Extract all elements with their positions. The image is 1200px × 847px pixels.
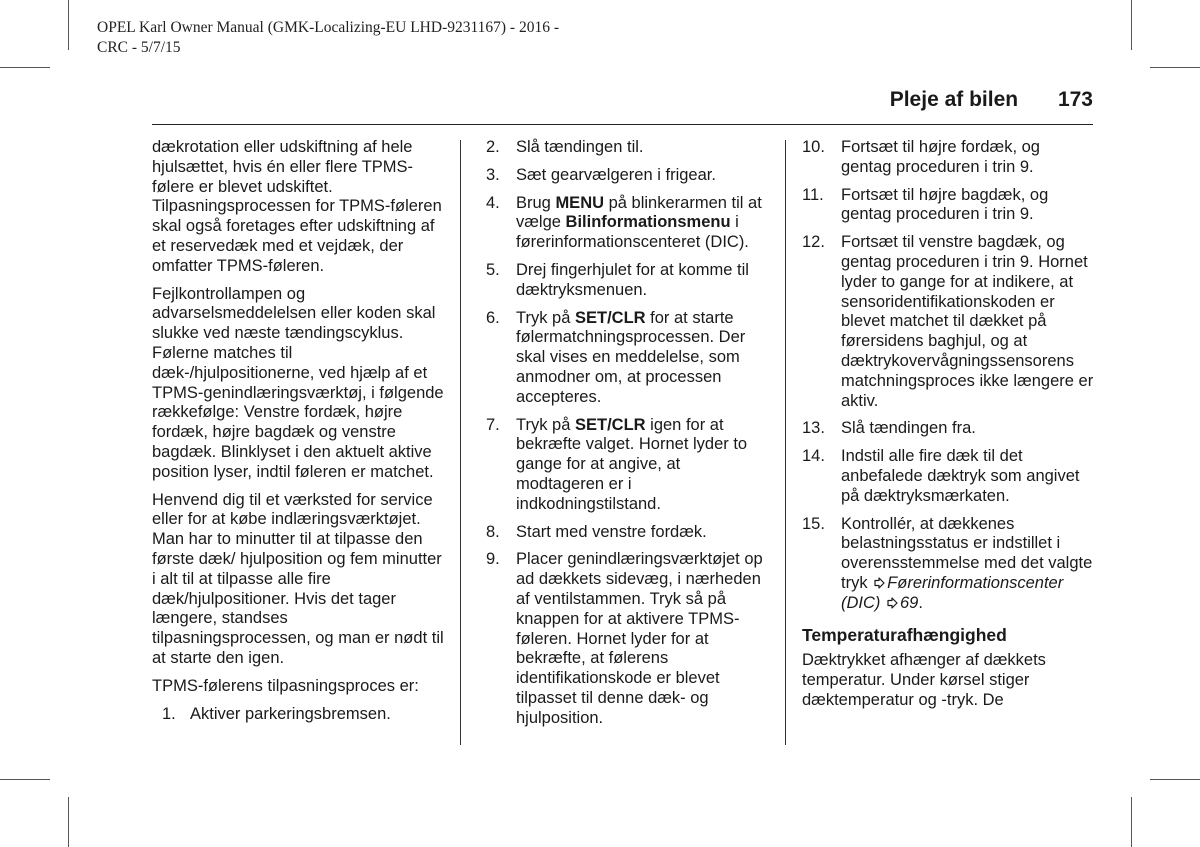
step-number: 12. bbox=[802, 233, 825, 252]
step-text: Fortsæt til venstre bagdæk, og gentag proceduren i trin 9. Hornet lyder to gange for at indikere, at sensoridentifikationskoden er blevet matchet til dækket på førersidens baghjul, og at dæktrykovervågningssensorens matchningsproces ikke længere er aktiv. bbox=[841, 233, 1094, 410]
step-text: Fortsæt til højre bagdæk, og gentag proceduren i trin 9. bbox=[841, 185, 1049, 224]
steps-list bbox=[152, 705, 444, 725]
list-item bbox=[486, 309, 770, 408]
column-3 bbox=[802, 138, 1094, 719]
step-text: på blinkerarmen til at vælge bbox=[516, 193, 762, 232]
paragraph: TPMS-følerens tilpasningsproces er: bbox=[152, 676, 419, 695]
crop-mark bbox=[0, 67, 50, 68]
crop-mark bbox=[1150, 779, 1200, 780]
step-text: Drej fingerhjulet for at komme til dæktryksmenuen. bbox=[516, 260, 749, 299]
step-number: 9. bbox=[486, 550, 500, 569]
list-item bbox=[802, 138, 1094, 178]
step-text: Aktiver parkeringsbremsen. bbox=[190, 704, 391, 723]
step-number: 10. bbox=[802, 138, 825, 156]
step-text: igen for at bekræfte valget. Hornet lyder to gange for at angive, at modtageren er i indkodningstilstand. bbox=[516, 415, 748, 513]
column-1 bbox=[152, 138, 444, 732]
step-number: 2. bbox=[486, 138, 500, 156]
section-title: Pleje af bilen bbox=[889, 88, 1019, 111]
step-text: Indstil alle fire dæk til det anbefalede dæktryk som angivet på dæktryksmærkaten. bbox=[841, 447, 1080, 505]
step-number: 15. bbox=[802, 514, 825, 533]
print-metadata bbox=[97, 18, 617, 58]
step-number: 13. bbox=[802, 419, 825, 438]
section-heading: Temperaturafhængighed bbox=[802, 624, 1007, 645]
column-divider bbox=[785, 140, 786, 745]
steps-list bbox=[486, 138, 770, 729]
control-label: SET/CLR bbox=[574, 415, 646, 434]
crop-mark bbox=[1131, 0, 1132, 50]
list-item bbox=[486, 138, 770, 158]
arrow-right-outline-icon bbox=[874, 577, 885, 589]
menu-name: Bilinformationsmenu bbox=[565, 213, 731, 232]
list-item bbox=[802, 447, 1094, 506]
page-reference-link[interactable]: 69 bbox=[900, 593, 919, 612]
list-item bbox=[486, 416, 770, 515]
page-number: 173 bbox=[1057, 88, 1093, 111]
list-item bbox=[802, 515, 1094, 614]
step-number: 5. bbox=[486, 260, 500, 279]
step-number: 7. bbox=[486, 415, 500, 434]
list-item bbox=[486, 261, 770, 301]
step-text: for at starte følermatchningsprocessen. Der skal vises en meddelelse, som anmodner om, at processen accepteres. bbox=[516, 308, 746, 406]
step-text: Start med venstre fordæk. bbox=[516, 522, 707, 541]
step-number: 8. bbox=[486, 522, 500, 541]
print-metadata-line: OPEL Karl Owner Manual (GMK-Localizing-EU LHD-9231167) - 2016 - bbox=[97, 19, 560, 36]
step-text: i førerinformationscenteret (DIC). bbox=[516, 213, 749, 252]
step-number: 3. bbox=[486, 165, 500, 184]
menu-button-label: MENU bbox=[555, 193, 605, 212]
crop-mark bbox=[1150, 67, 1200, 68]
print-metadata-line: CRC - 5/7/15 bbox=[97, 39, 181, 56]
column-divider bbox=[460, 140, 461, 745]
step-number: 11. bbox=[802, 185, 824, 204]
step-number: 14. bbox=[802, 447, 825, 466]
column-2 bbox=[486, 138, 770, 737]
crop-mark bbox=[0, 779, 50, 780]
paragraph: dækrotation eller udskiftning af hele hjulsættet, hvis én eller flere TPMS-følere er blevet udskiftet. Tilpasningsprocessen for TPMS-føleren skal også foretages efter udskiftning af et reservedæk med et vejdæk, der omfatter TPMS-føleren. bbox=[152, 138, 442, 275]
list-item bbox=[152, 705, 444, 725]
step-text: Brug bbox=[516, 193, 556, 212]
step-text: Sæt gearvælgeren i frigear. bbox=[516, 165, 716, 184]
crop-mark bbox=[1131, 797, 1132, 847]
list-item bbox=[802, 233, 1094, 411]
paragraph: Dæktrykket afhænger af dækkets temperatur. Under kørsel stiger dæktemperatur og -tryk. De bbox=[802, 651, 1046, 709]
step-text: Tryk på bbox=[516, 415, 575, 434]
step-text: . bbox=[918, 593, 923, 612]
list-item bbox=[802, 419, 1094, 439]
steps-list bbox=[802, 138, 1094, 614]
header-rule bbox=[152, 124, 1093, 125]
list-item bbox=[802, 186, 1094, 226]
arrow-right-outline-icon bbox=[887, 597, 898, 609]
step-text: Kontrollér, at dækkenes belastningsstatus er indstillet i overensstemmelse med det valgte tryk bbox=[841, 514, 1093, 592]
step-text: Placer genindlæringsværktøjet op ad dækkets sidevæg, i nærheden af ventilstammen. Tryk så på knappen for at aktivere TPMS-føleren. Hornet lyder for at bekræfte, at følerens identifikationskode er blevet tilpasset til denne dæk- og hjulposition. bbox=[516, 550, 763, 727]
list-item bbox=[486, 550, 770, 728]
step-text: Slå tændingen fra. bbox=[841, 419, 976, 438]
cross-reference-link[interactable]: Førerinformationscenter (DIC) bbox=[841, 573, 1064, 612]
list-item bbox=[486, 194, 770, 253]
crop-mark bbox=[68, 797, 69, 847]
crop-mark bbox=[68, 0, 69, 50]
paragraph: Fejlkontrollampen og advarselsmeddelelsen eller koden skal slukke ved næste tændingscyklus. Følerne matches til dæk-/hjulpositionerne, ved hjælp af et TPMS-genindlæringsværktøj, i følgende rækkefølge: Venstre fordæk, højre fordæk, højre bagdæk og venstre bagdæk. Blinklyset i den aktuelt aktive position lyser, indtil føleren er matchet. bbox=[152, 284, 444, 481]
running-head bbox=[890, 88, 1093, 112]
step-text: Fortsæt til højre fordæk, og gentag proceduren i trin 9. bbox=[841, 138, 1040, 176]
step-text: Slå tændingen til. bbox=[516, 138, 644, 156]
paragraph: Henvend dig til et værksted for service eller for at købe indlæringsværktøjet. Man har to minutter til at tilpasse den første dæk/ hjulposition og fem minutter i alt til at tilpasse alle fire dæk/hjulpositioner. Hvis det tager længere, standses tilpasningsprocessen, og man er nødt til at starte den igen. bbox=[152, 490, 444, 667]
step-number: 1. bbox=[162, 704, 176, 723]
step-text: Tryk på bbox=[516, 308, 575, 327]
step-number: 4. bbox=[486, 193, 500, 212]
list-item bbox=[486, 523, 770, 543]
control-label: SET/CLR bbox=[574, 308, 646, 327]
step-number: 6. bbox=[486, 308, 500, 327]
list-item bbox=[486, 166, 770, 186]
